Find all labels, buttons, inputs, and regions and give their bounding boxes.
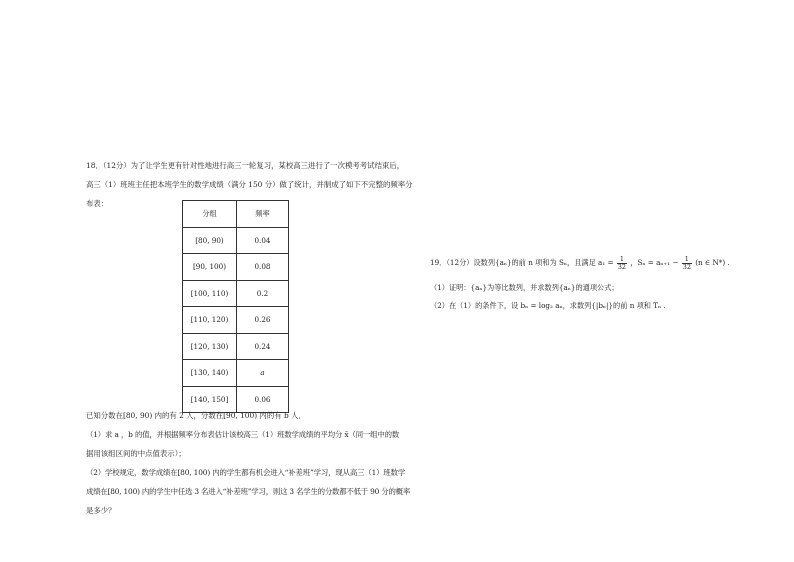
q18-part2-line3: 是多少？: [86, 506, 116, 515]
fraction-1-32-second: [682, 256, 692, 271]
table-row: [183, 227, 289, 254]
table-cell-frequency: 0.06: [237, 386, 289, 413]
fraction-denominator: 32: [617, 262, 626, 271]
q18-intro-line2: 高三（1）班班主任把本班学生的数学成绩（满分 150 分）做了统计，并制成了如下不完整的频率分: [86, 180, 413, 189]
table-cell-group: [140, 150]: [183, 386, 237, 413]
q19-stem: [430, 252, 760, 274]
table-cell-group: [80, 90): [183, 227, 237, 254]
q19-part2: （2）在（1）的条件下，设 bₙ = log₂ aₙ，求数列{|bₙ|}的前 n 项和 Tₙ .: [430, 301, 666, 310]
q18-part1-line1: （1）求 a ，b 的值，并根据频率分布表估计该校高三（1）班数学成绩的平均分 x̄（同一组中的数: [86, 430, 400, 439]
table-header-group: 分组: [183, 201, 237, 228]
table-cell-group: [100, 110): [183, 280, 237, 307]
table-cell-group: [90, 100): [183, 254, 237, 281]
variable-a: a: [260, 368, 265, 378]
table-cell-frequency: [237, 360, 289, 387]
table-cell-group: [120, 130): [183, 333, 237, 360]
fraction-denominator: 32: [682, 262, 691, 271]
table-cell-group: [110, 120): [183, 307, 237, 334]
frequency-table: [182, 200, 289, 413]
table-cell-frequency: 0.08: [237, 254, 289, 281]
table-row: [183, 254, 289, 281]
question-19: [430, 252, 760, 314]
table-cell-frequency: 0.04: [237, 227, 289, 254]
table-header-row: [183, 201, 289, 228]
table-cell-frequency: 0.24: [237, 333, 289, 360]
q18-known: 已知分数在[80, 90) 内的有 2 人，分数在[90, 100) 内的有 b 人．: [86, 411, 306, 420]
fraction-1-32: [617, 256, 627, 271]
table-cell-frequency: 0.26: [237, 307, 289, 334]
table-row: [183, 360, 289, 387]
q18-intro-line1: 18．（12分）为了让学生更有针对性地进行高三一轮复习，某校高三进行了一次模考考试结束后，: [86, 161, 405, 170]
fraction-numerator: 1: [617, 256, 627, 264]
table-row: [183, 333, 289, 360]
q19-stem-b: ，Sₙ = aₙ₊₁ −: [630, 258, 679, 267]
q19-part1: （1）证明：{aₙ}为等比数列，并求数列{aₙ}的通项公式；: [430, 283, 619, 292]
q19-stem-c: (n ∈ N*) .: [695, 258, 730, 267]
q18-part2-line2: 成绩在[80, 100) 内的学生中任选 3 名进入“补差班”学习，则这 3 名学生的分数都不低于 90 分的概率: [86, 487, 411, 496]
q18-part1-line2: 据用该组区间的中点值表示）；: [86, 449, 186, 458]
fraction-numerator: 1: [682, 256, 692, 264]
question-18-parts: [86, 406, 411, 520]
q18-part2-line1: （2）学校规定，数学成绩在[80, 100) 内的学生都有机会进入“补差班”学习，现从高三（1）班数学: [86, 468, 406, 477]
table-row: [183, 280, 289, 307]
q19-stem-a: 19．（12分）设数列{aₙ}的前 n 项和为 Sₙ，且满足 a₁ =: [430, 258, 614, 267]
table-header-frequency: 频率: [237, 201, 289, 228]
table-cell-group: [130, 140): [183, 360, 237, 387]
q18-intro-line3: 布表：: [86, 199, 109, 208]
table-row: [183, 307, 289, 334]
table-cell-frequency: 0.2: [237, 280, 289, 307]
